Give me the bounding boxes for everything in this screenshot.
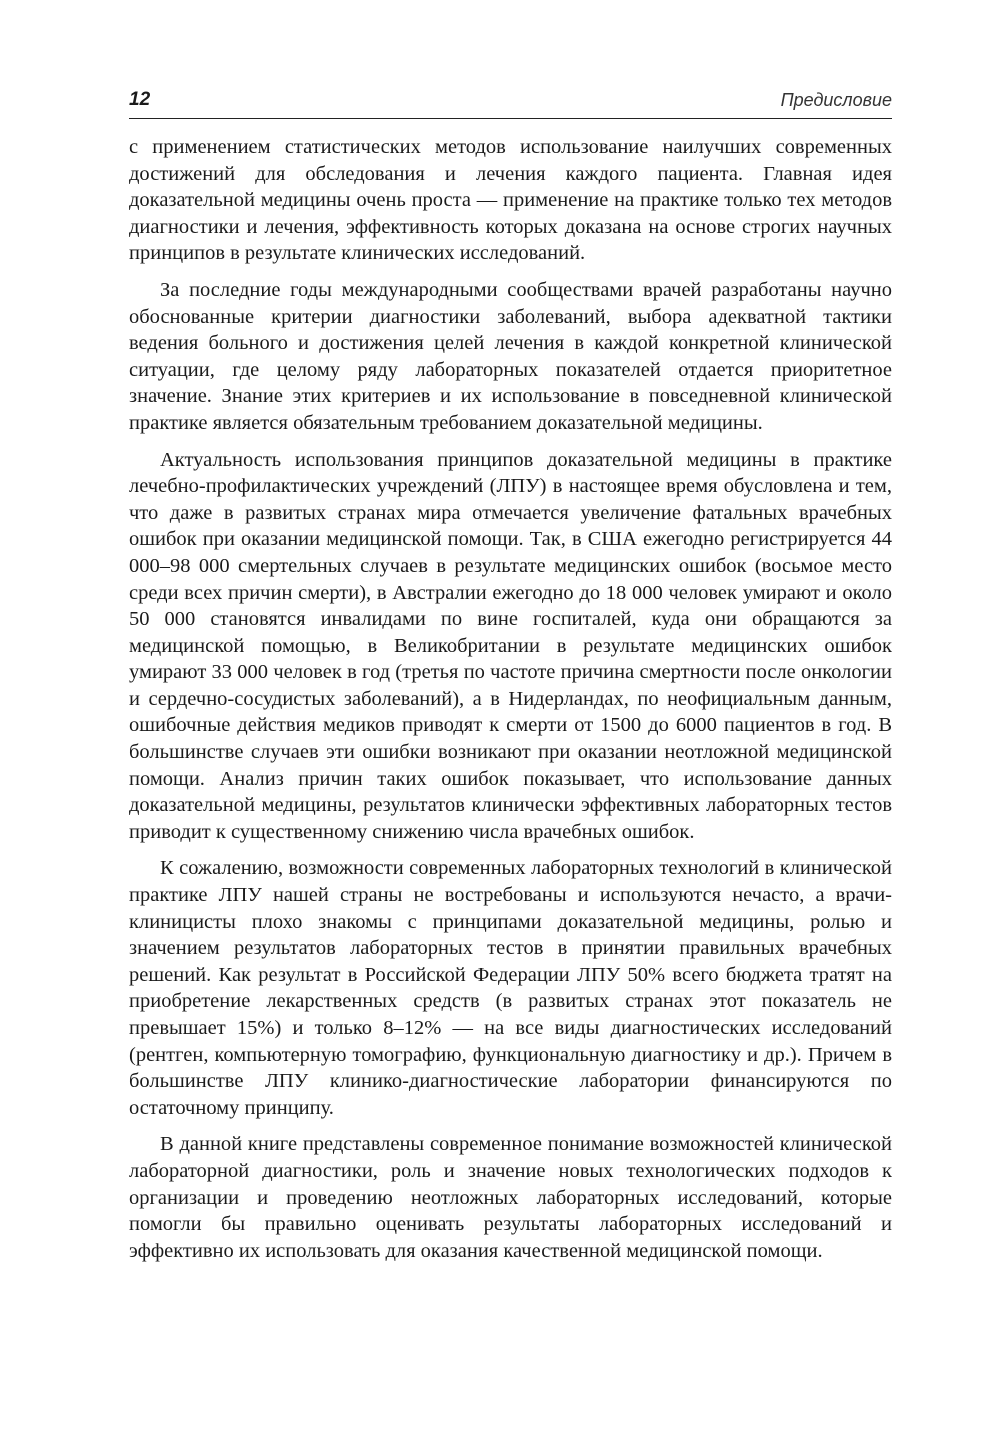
running-header	[129, 88, 892, 119]
body-text	[129, 134, 892, 1274]
page-number: 12	[129, 89, 151, 110]
paragraph-5: В данной книге представлены современное понимание возможностей клинической лабораторной диагностики, роль и значение новых технологических подходов к организации и проведению неотложных лабораторных исследований, которые помогли бы правильно оценивать результаты лабораторных исследований и эффективно их использовать для оказания качественной медицинской помощи.	[129, 1133, 892, 1262]
paragraph-1: с применением статистических методов использование наилучших современных достижений для обследования и лечения каждого пациента. Главная идея доказательной медицины очень проста — применение на практике только тех методов диагностики и лечения, эффективность которых доказана на основе строгих научных принципов в результате клинических исследований.	[129, 136, 892, 265]
paragraph-4: К сожалению, возможности современных лабораторных технологий в клинической практике ЛПУ нашей страны не востребованы и используются нечасто, а врачи-клиницисты плохо знакомы с принципами доказательной медицины, ролью и значением результатов лабораторных тестов в принятии правильных врачебных решений. Как результат в Российской Федерации ЛПУ 50% всего бюджета тратят на приобретение лекарственных средств (в развитых странах этот показатель не превышает 15%) и только 8–12% — на все виды диагностических исследований (рентген, компьютерную томографию, функциональную диагностику и др.). Причем в большинстве ЛПУ клинико-диагностические лаборатории финансируются по остаточному принципу.	[129, 857, 892, 1119]
paragraph-2: За последние годы международными сообществами врачей разработаны научно обоснованные критерии диагностики заболеваний, выбора адекватной тактики ведения больного и достижения целей лечения в каждой конкретной клинической ситуации, где целому ряду лабораторных показателей отдается приоритетное значение. Знание этих критериев и их использование в повседневной клинической практике является обязательным требованием доказательной медицины.	[129, 278, 892, 434]
running-title: Предисловие	[780, 90, 892, 110]
paragraph-3: Актуальность использования принципов доказательной медицины в практике лечебно-профилактических учреждений (ЛПУ) в настоящее время обусловлена и тем, что даже в развитых странах мира отмечается увеличение фатальных врачебных ошибок при оказании медицинской помощи. Так, в США ежегодно регистрируется 44 000–98 000 смертельных случаев в результате медицинских ошибок (восьмое место среди всех причин смерти), в Австралии ежегодно до 18 000 человек умирают и около 50 000 становятся инвалидами по вине госпиталей, куда они обращаются за медицинской помощью, в Великобритании в результате медицинских ошибок умирают 33 000 человек в год (третья по частоте причина смертности после онкологии и сердечно-сосудистых заболеваний), а в Нидерландах, по неофициальным данным, ошибочные действия медиков приводят к смерти от 1500 до 6000 пациентов в год. В большинстве случаев эти ошибки возникают при оказании неотложной медицинской помощи. Анализ причин таких ошибок показывает, что использование данных доказательной медицины, результатов клинически эффективных лабораторных тестов приводит к существенному снижению числа врачебных ошибок.	[129, 448, 892, 843]
